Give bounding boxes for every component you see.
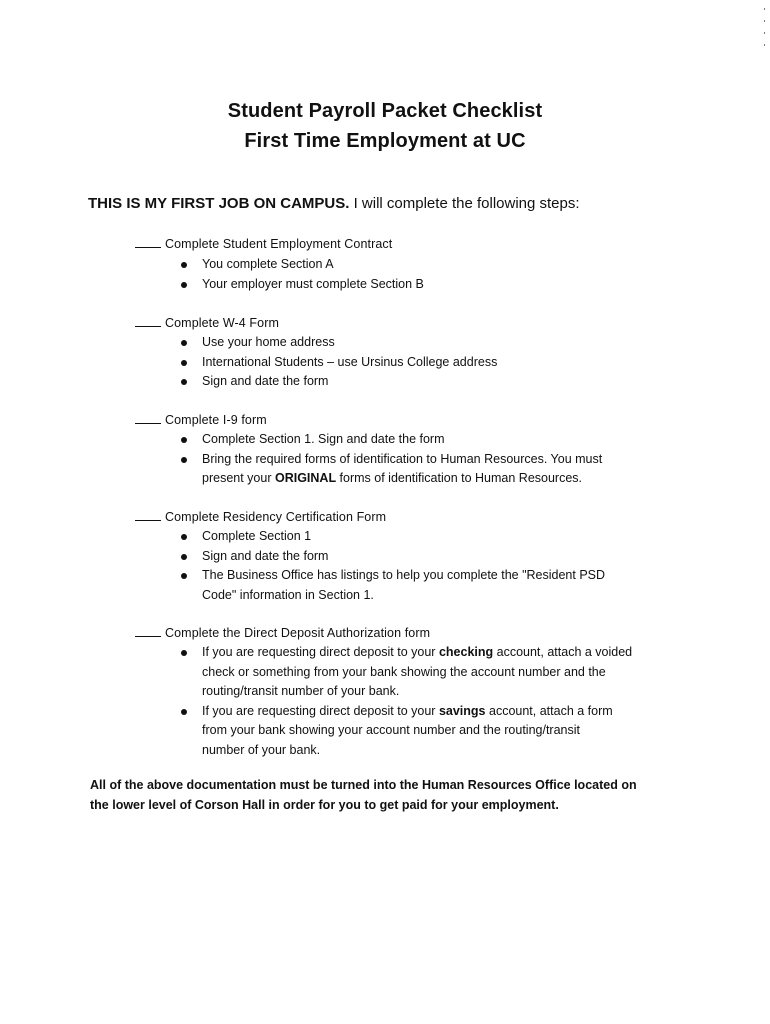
step-3-bullet-list bbox=[178, 430, 602, 489]
step-student-employment-contract bbox=[135, 236, 392, 251]
bullet-icon bbox=[181, 379, 187, 385]
list-item: Complete Section 1 bbox=[178, 527, 605, 547]
intro-bold-text: THIS IS MY FIRST JOB ON CAMPUS. bbox=[88, 195, 350, 212]
checkbox-blank-line bbox=[135, 236, 161, 248]
footer-line-1: All of the above documentation must be turned into the Human Resources Office located on bbox=[90, 778, 637, 792]
checkbox-blank-line bbox=[135, 509, 161, 521]
bullet-icon bbox=[181, 554, 187, 560]
step-label: Complete W-4 Form bbox=[165, 316, 279, 330]
footer-instructions bbox=[90, 775, 710, 815]
step-label: Complete Student Employment Contract bbox=[165, 237, 393, 251]
step-label: Complete the Direct Deposit Authorization form bbox=[165, 626, 431, 640]
step-residency-certification-form bbox=[135, 509, 386, 524]
step-2-bullet-list bbox=[178, 333, 497, 392]
bullet-icon bbox=[181, 360, 187, 366]
document-title: Student Payroll Packet Checklist bbox=[227, 100, 543, 122]
bullet-icon bbox=[181, 437, 187, 443]
bullet-icon bbox=[181, 340, 187, 346]
step-4-bullet-list bbox=[178, 527, 605, 605]
bullet-icon bbox=[181, 457, 187, 463]
list-item: Sign and date the form bbox=[178, 372, 497, 392]
scan-edge-marks bbox=[764, 8, 766, 56]
step-w4-form bbox=[135, 315, 279, 330]
list-item: You complete Section A bbox=[178, 255, 424, 275]
checkbox-blank-line bbox=[135, 412, 161, 424]
step-direct-deposit-form bbox=[135, 625, 430, 640]
bullet-icon bbox=[181, 573, 187, 579]
step-i9-form bbox=[135, 412, 267, 427]
step-label: Complete Residency Certification Form bbox=[165, 510, 387, 524]
document-subtitle: First Time Employment at UC bbox=[244, 130, 526, 152]
checkbox-blank-line bbox=[135, 625, 161, 637]
list-item: If you are requesting direct deposit to your checking account, attach a voided check or something from your bank showing the account number and the routing/transit number of your bank. bbox=[178, 643, 632, 702]
bullet-icon bbox=[181, 650, 187, 656]
checkbox-blank-line bbox=[135, 315, 161, 327]
list-item: If you are requesting direct deposit to your savings account, attach a form from your bank showing your account number and the routing/transit number of your bank. bbox=[178, 702, 632, 761]
bullet-icon bbox=[181, 534, 187, 540]
step-5-bullet-list bbox=[178, 643, 632, 760]
list-item: Use your home address bbox=[178, 333, 497, 353]
step-1-bullet-list bbox=[178, 255, 424, 294]
intro-text: I will complete the following steps: bbox=[349, 195, 580, 212]
list-item: The Business Office has listings to help you complete the "Resident PSD Code" information in Section 1. bbox=[178, 566, 605, 605]
bullet-icon bbox=[181, 282, 187, 288]
list-item: Your employer must complete Section B bbox=[178, 275, 424, 295]
footer-line-2: the lower level of Corson Hall in order for you to get paid for your employment. bbox=[90, 798, 559, 812]
bullet-icon bbox=[181, 709, 187, 715]
list-item: International Students – use Ursinus College address bbox=[178, 353, 497, 373]
list-item: Sign and date the form bbox=[178, 547, 605, 567]
list-item: Bring the required forms of identification to Human Resources. You must present your ORIGINAL forms of identification to Human Resources. bbox=[178, 450, 602, 489]
bullet-icon bbox=[181, 262, 187, 268]
intro-statement bbox=[88, 195, 580, 212]
step-label: Complete I-9 form bbox=[165, 413, 267, 427]
list-item: Complete Section 1. Sign and date the form bbox=[178, 430, 602, 450]
